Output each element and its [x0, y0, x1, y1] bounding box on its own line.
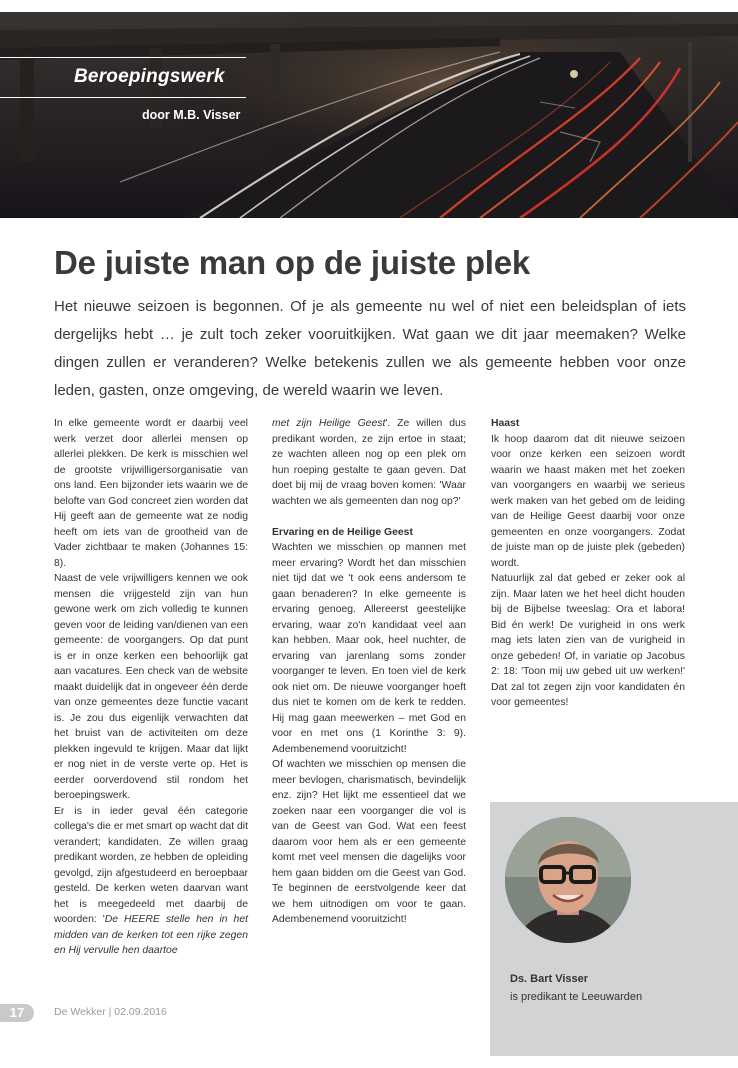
subheading: Haast	[491, 418, 520, 429]
text-column-3	[491, 416, 685, 711]
paragraph-text: '. Ze willen dus predikant worden, ze zijn ertoe in staat; ze wachten alleen nog op een plek om hun roeping gestalte te gaan geven. Dat doet bij mij de vraag boven komen: 'Waar wachten we als gemeenten dan nog op?'	[272, 418, 466, 507]
title-bottom-rule	[0, 97, 246, 98]
paragraph	[272, 416, 466, 509]
author-portrait	[505, 817, 631, 943]
scripture-quote: De HEERE stelle hen in het midden van de kerken tot een rijke zegen en Hij vervulle hen daartoe	[54, 914, 249, 956]
paragraph: Ik hoop daarom dat dit nieuwe seizoen voor onze kerken een seizoen wordt waarin we haast maken met het zoeken van voorgangers en waarbij we serieus werk maken van het gebed om de leiding van de Heilige Geest daarbij voor onze gemeenten en onze voorgangers. Zodat de juiste man op de juiste plek (gebeden) wordt.	[491, 433, 685, 569]
section-title: Beroepingswerk	[74, 66, 225, 87]
page-number: 17	[0, 1004, 34, 1022]
byline: door M.B. Visser	[142, 108, 241, 122]
paragraph: Wachten we misschien op mannen met meer ervaring? Wordt het dan misschien niet tijd dat we 't ook eens andersom te gaan benaderen? In elke gemeente is ervaring genoeg. Allereerst geestelijke ervaring, waar zo'n kandidaat veel aan kan hebben. Maar ook, heel nuchter, de ervaring van jarenlang soms zonder voorganger te leven. En toen viel de kerk ook niet om. De nieuwe voorganger hoeft dus niet te komen om de kerk te redden. Hij mag gaan meewerken – met God en voor en met ons (1 Korinthe 3: 9). Adembenemend vooruitzicht!	[272, 542, 466, 755]
paragraph	[54, 804, 248, 959]
article-lead: Het nieuwe seizoen is begonnen. Of je als gemeente nu wel of niet een beleidsplan of iets dergelijks hebt … je zult toch zeker vooruitkijken. Wat gaan we dit jaar meemaken? Welke dingen zullen er veranderen? Welke betekenis zullen we als gemeente hebben voor onze leden, gasten, onze omgeving, de wereld waarin we leven.	[54, 298, 686, 399]
author-role: is predikant te Leeuwarden	[510, 991, 643, 1003]
text-column-1	[54, 416, 248, 959]
header-photo	[0, 12, 738, 218]
paragraph: Natuurlijk zal dat gebed er zeker ook al zijn. Maar laten we het heel dicht houden bij de Bijbelse tweeslag: Ora et labora! Bid én werk! De vurigheid in ons werk mag iets laten zien van de vurigheid in onze gebeden! Of, in variatie op Jacobus 2: 18: 'Toon mij uw gebed uit uw werken!' Dat zal tot zegen zijn voor kandidaten én voor gemeentes!	[491, 573, 685, 708]
paragraph: Naast de vele vrijwilligers kennen we ook mensen die vrijgesteld zijn van hun gewone werk om zich volledig te kunnen geven voor de leiding van/dienen van een gemeente: de voorgangers. Op dat punt is er in onze kerken een behoorlijk gat aan vacatures. Een check van de website maakt duidelijk dat in ongeveer één derde van onze gemeentes deze functie vacant is. Je zou dus eigenlijk verwachten dat het bruist van de activiteiten om deze plekken ingevuld te krijgen. Maar dat lijkt er nog niet in de verste verte op. Het is eerder oorverdovend stil rondom het beroepingswerk.	[54, 573, 248, 801]
paragraph: Of wachten we misschien op mensen die meer bevlogen, charismatisch, bevindelijk enz. zijn? Het lijkt me essentieel dat we zoeken naar een voorganger die vol is van de Geest van God. Wat een feest daarom voor hem als er een gemeente komt met veel mensen die dagelijks voor hem gaan bidden om die Geest van God. Te beginnen de eerstvolgende keer dat we hem uitnodigen om voor te gaan. Adembenemend vooruitzicht!	[272, 759, 466, 925]
paragraph-text: Er is in ieder geval één categorie collega's die er met smart op wacht dat dit verandert; kandidaten. Ze willen graag predikant worden, ze hebben de opleiding gevolgd, zijn afgestudeerd en beroepbaar gesteld. De kerken weten daarvan want het is meegedeeld met daarbij de woorden: '	[54, 805, 248, 925]
author-portrait-illustration	[505, 817, 631, 943]
text-column-2	[272, 416, 466, 928]
spacer	[272, 509, 466, 525]
paragraph: In elke gemeente wordt er daarbij veel werk verzet door allerlei mensen op allerlei plekken. De kerk is misschien wel de grootste vrijwilligersorganisatie van ons land. Een bijzonder iets waarin we de belofte van God concreet zien worden dat Hij geeft aan de gemeente wat ze nodig heeft om iets van de grootheid van de Vader zichtbaar te maken (Johannes 15: 8).	[54, 418, 248, 569]
publication-info: De Wekker | 02.09.2016	[54, 1006, 167, 1018]
subheading: Ervaring en de Heilige Geest	[272, 526, 413, 538]
highway-light-trails-illustration	[0, 12, 738, 218]
article-headline: De juiste man op de juiste plek	[54, 244, 531, 281]
scripture-quote-end: met zijn Heilige Geest	[272, 418, 386, 429]
author-name: Ds. Bart Visser	[510, 973, 589, 985]
title-top-rule	[0, 57, 246, 58]
